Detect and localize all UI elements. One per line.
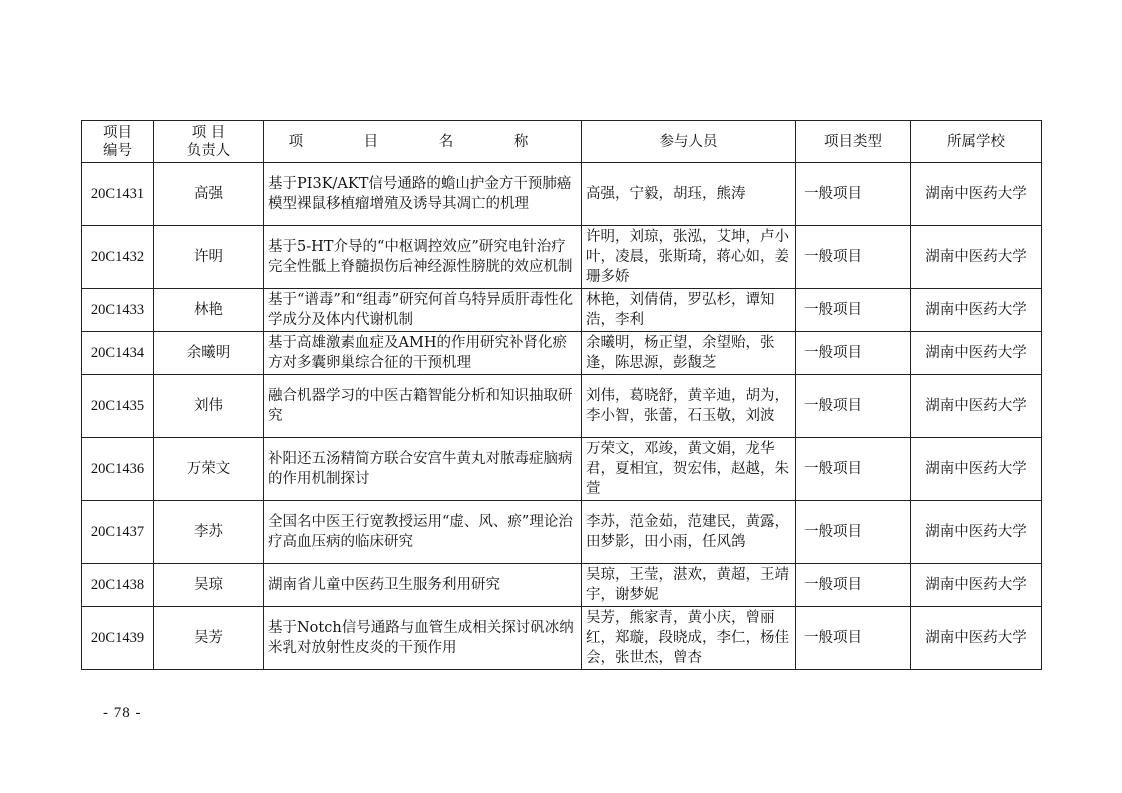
project-lead: 吴琼 xyxy=(154,564,264,607)
project-members: 万荣文，邓竣，黄文娟，龙华君，夏相宜，贺宏伟，赵越，朱萱 xyxy=(582,438,796,501)
project-members: 刘伟，葛晓舒，黄辛迪，胡为，李小智，张蕾，石玉敬，刘波 xyxy=(582,375,796,438)
project-members: 高强，宁毅，胡珏，熊涛 xyxy=(582,163,796,226)
project-name: 融合机器学习的中医古籍智能分析和知识抽取研究 xyxy=(264,375,582,438)
project-members: 林艳，刘倩倩，罗弘杉，谭知浩，李利 xyxy=(582,289,796,332)
project-name: 补阳还五汤精简方联合安宫牛黄丸对脓毒症脑病的作用机制探讨 xyxy=(264,438,582,501)
project-id: 20C1438 xyxy=(82,564,154,607)
project-type: 一般项目 xyxy=(796,375,911,438)
project-type: 一般项目 xyxy=(796,607,911,670)
project-school: 湖南中医药大学 xyxy=(911,163,1042,226)
project-lead: 高强 xyxy=(154,163,264,226)
project-type: 一般项目 xyxy=(796,501,911,564)
header-type: 项目类型 xyxy=(796,121,911,163)
project-type: 一般项目 xyxy=(796,564,911,607)
table-row xyxy=(82,607,1042,670)
header-lead: 项 目 负责人 xyxy=(154,121,264,163)
project-school: 湖南中医药大学 xyxy=(911,375,1042,438)
project-type: 一般项目 xyxy=(796,289,911,332)
header-members: 参与人员 xyxy=(582,121,796,163)
project-table xyxy=(81,120,1042,670)
table-row xyxy=(82,226,1042,289)
project-name: 基于5-HT介导的“中枢调控效应”研究电针治疗完全性骶上脊髓损伤后神经源性膀胱的效应机制 xyxy=(264,226,582,289)
project-id: 20C1435 xyxy=(82,375,154,438)
table-row xyxy=(82,375,1042,438)
project-members: 吴芳，熊家青，黄小庆，曾丽红，郑璇，段晓成，李仁，杨佳会，张世杰，曾杏 xyxy=(582,607,796,670)
project-lead: 李苏 xyxy=(154,501,264,564)
project-name: 基于PI3K/AKT信号通路的蟾山护金方干预肺癌模型裸鼠移植瘤增殖及诱导其凋亡的机理 xyxy=(264,163,582,226)
project-id: 20C1436 xyxy=(82,438,154,501)
project-school: 湖南中医药大学 xyxy=(911,607,1042,670)
table-row xyxy=(82,163,1042,226)
table-row xyxy=(82,564,1042,607)
project-name: 全国名中医王行宽教授运用“虚、风、瘀”理论治疗高血压病的临床研究 xyxy=(264,501,582,564)
project-name: 基于“谱毒”和“组毒”研究何首乌特异质肝毒性化学成分及体内代谢机制 xyxy=(264,289,582,332)
project-lead: 万荣文 xyxy=(154,438,264,501)
project-school: 湖南中医药大学 xyxy=(911,564,1042,607)
table-row xyxy=(82,332,1042,375)
project-lead: 吴芳 xyxy=(154,607,264,670)
project-id: 20C1439 xyxy=(82,607,154,670)
project-lead: 刘伟 xyxy=(154,375,264,438)
project-school: 湖南中医药大学 xyxy=(911,501,1042,564)
project-school: 湖南中医药大学 xyxy=(911,289,1042,332)
project-type: 一般项目 xyxy=(796,438,911,501)
table-row xyxy=(82,438,1042,501)
project-members: 李苏，范金茹，范建民，黄露，田梦影，田小雨，任风鸽 xyxy=(582,501,796,564)
project-name: 湖南省儿童中医药卫生服务利用研究 xyxy=(264,564,582,607)
project-members: 余曦明，杨正望，余望贻，张逢，陈思源，彭馥芝 xyxy=(582,332,796,375)
table-row xyxy=(82,289,1042,332)
project-id: 20C1432 xyxy=(82,226,154,289)
table-row xyxy=(82,501,1042,564)
project-name: 基于高雄激素血症及AMH的作用研究补肾化瘀方对多囊卵巢综合征的干预机理 xyxy=(264,332,582,375)
project-school: 湖南中医药大学 xyxy=(911,332,1042,375)
header-id: 项目 编号 xyxy=(82,121,154,163)
project-members: 许明，刘琼，张泓，艾坤，卢小叶，凌晨，张斯琦，蒋心如，姜珊多娇 xyxy=(582,226,796,289)
project-table-container xyxy=(81,120,1041,670)
project-name: 基于Notch信号通路与血管生成相关探讨矾冰纳米乳对放射性皮炎的干预作用 xyxy=(264,607,582,670)
project-id: 20C1431 xyxy=(82,163,154,226)
project-lead: 余曦明 xyxy=(154,332,264,375)
project-type: 一般项目 xyxy=(796,163,911,226)
header-name: 项 目 名 称 xyxy=(264,121,582,163)
page-number: - 78 - xyxy=(103,705,142,721)
project-lead: 许明 xyxy=(154,226,264,289)
project-id: 20C1437 xyxy=(82,501,154,564)
project-school: 湖南中医药大学 xyxy=(911,438,1042,501)
header-row xyxy=(82,121,1042,163)
project-id: 20C1433 xyxy=(82,289,154,332)
project-members: 吴琼，王莹，湛欢，黄超，王靖宇，谢梦妮 xyxy=(582,564,796,607)
project-type: 一般项目 xyxy=(796,226,911,289)
header-school: 所属学校 xyxy=(911,121,1042,163)
project-type: 一般项目 xyxy=(796,332,911,375)
project-id: 20C1434 xyxy=(82,332,154,375)
project-lead: 林艳 xyxy=(154,289,264,332)
project-school: 湖南中医药大学 xyxy=(911,226,1042,289)
